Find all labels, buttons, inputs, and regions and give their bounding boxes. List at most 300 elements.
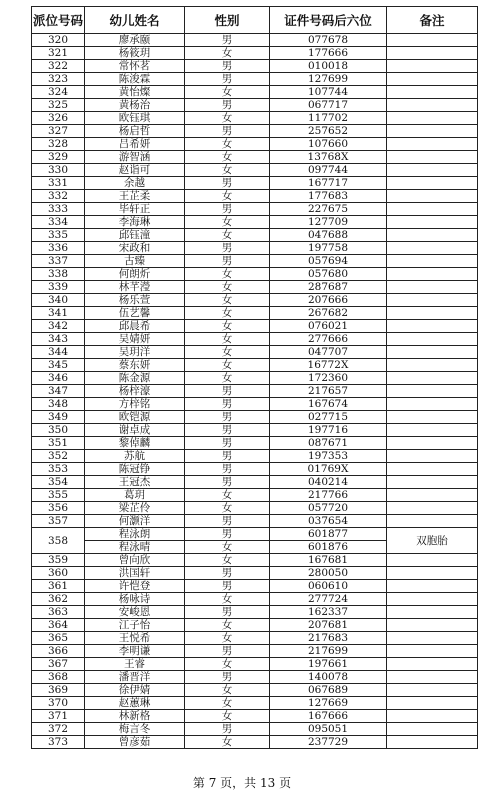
cell-gender: 女 [185,229,270,242]
table-row [32,515,478,528]
cell-child-name: 王悦希 [85,632,185,645]
cell-remarks [387,333,478,346]
cell-child-name: 程泳朗 [85,528,185,541]
cell-remarks [387,203,478,216]
cell-child-name: 方梓铭 [85,398,185,411]
cell-gender: 女 [185,346,270,359]
cell-gender: 男 [185,580,270,593]
cell-lottery-number: 343 [32,333,85,346]
cell-id-last-six: 287687 [270,281,387,294]
cell-id-last-six: 13768X [270,151,387,164]
cell-id-last-six: 01769X [270,463,387,476]
cell-lottery-number: 329 [32,151,85,164]
cell-lottery-number: 356 [32,502,85,515]
cell-id-last-six: 207666 [270,294,387,307]
cell-gender: 女 [185,697,270,710]
cell-id-last-six: 277666 [270,333,387,346]
cell-child-name: 程泳晴 [85,541,185,554]
cell-lottery-number: 358 [32,528,85,554]
cell-remarks [387,632,478,645]
cell-id-last-six: 257652 [270,125,387,138]
table-row [32,554,478,567]
cell-gender: 女 [185,151,270,164]
roster-table [31,6,478,749]
cell-remarks [387,216,478,229]
cell-gender: 女 [185,372,270,385]
cell-lottery-number: 339 [32,281,85,294]
cell-remarks [387,619,478,632]
cell-id-last-six: 107744 [270,86,387,99]
cell-remarks [387,372,478,385]
cell-id-last-six: 177683 [270,190,387,203]
cell-child-name: 洪国轩 [85,567,185,580]
cell-id-last-six: 217657 [270,385,387,398]
table-row [32,34,478,47]
cell-gender: 女 [185,333,270,346]
cell-lottery-number: 342 [32,320,85,333]
cell-child-name: 古臻 [85,255,185,268]
table-row [32,398,478,411]
table-row [32,424,478,437]
cell-child-name: 余越 [85,177,185,190]
cell-lottery-number: 344 [32,346,85,359]
cell-gender: 男 [185,606,270,619]
cell-id-last-six: 037654 [270,515,387,528]
cell-id-last-six: 217683 [270,632,387,645]
cell-remarks [387,34,478,47]
cell-id-last-six: 140078 [270,671,387,684]
table-row [32,437,478,450]
cell-id-last-six: 197716 [270,424,387,437]
cell-remarks [387,268,478,281]
cell-lottery-number: 373 [32,736,85,749]
table-row [32,359,478,372]
cell-remarks [387,476,478,489]
table-row [32,372,478,385]
table-row [32,216,478,229]
cell-lottery-number: 363 [32,606,85,619]
table-row [32,645,478,658]
cell-lottery-number: 371 [32,710,85,723]
cell-id-last-six: 060610 [270,580,387,593]
cell-id-last-six: 277724 [270,593,387,606]
cell-remarks [387,710,478,723]
cell-child-name: 王睿 [85,658,185,671]
table-row [32,86,478,99]
cell-id-last-six: 217699 [270,645,387,658]
cell-id-last-six: 601877 [270,528,387,541]
cell-id-last-six: 027715 [270,411,387,424]
cell-child-name: 陈浚霖 [85,73,185,86]
cell-gender: 男 [185,567,270,580]
cell-remarks [387,593,478,606]
cell-child-name: 常怀茗 [85,60,185,73]
cell-child-name: 曾彦茹 [85,736,185,749]
cell-child-name: 邱钰潼 [85,229,185,242]
cell-remarks [387,489,478,502]
cell-gender: 女 [185,268,270,281]
cell-id-last-six: 197353 [270,450,387,463]
table-row [32,528,478,541]
cell-gender: 女 [185,619,270,632]
cell-gender: 女 [185,359,270,372]
cell-child-name: 安峻恩 [85,606,185,619]
cell-gender: 男 [185,34,270,47]
cell-remarks [387,502,478,515]
cell-remarks [387,359,478,372]
cell-id-last-six: 047707 [270,346,387,359]
cell-gender: 男 [185,255,270,268]
cell-id-last-six: 127669 [270,697,387,710]
cell-id-last-six: 207681 [270,619,387,632]
cell-lottery-number: 345 [32,359,85,372]
cell-remarks [387,437,478,450]
cell-lottery-number: 338 [32,268,85,281]
cell-remarks [387,554,478,567]
cell-remarks [387,255,478,268]
cell-lottery-number: 368 [32,671,85,684]
table-row [32,190,478,203]
cell-id-last-six: 167666 [270,710,387,723]
cell-lottery-number: 359 [32,554,85,567]
cell-remarks [387,307,478,320]
table-row [32,606,478,619]
table-row [32,580,478,593]
table-row [32,125,478,138]
header-lottery-number: 派位号码 [32,7,85,34]
cell-lottery-number: 364 [32,619,85,632]
table-row [32,671,478,684]
table-row [32,567,478,580]
cell-gender: 男 [185,476,270,489]
table-row [32,632,478,645]
cell-gender: 女 [185,684,270,697]
cell-child-name: 林芊瀅 [85,281,185,294]
cell-remarks [387,346,478,359]
cell-lottery-number: 355 [32,489,85,502]
cell-id-last-six: 057720 [270,502,387,515]
cell-id-last-six: 172360 [270,372,387,385]
cell-child-name: 邱晨希 [85,320,185,333]
cell-gender: 男 [185,645,270,658]
cell-child-name: 徐伊婧 [85,684,185,697]
cell-id-last-six: 127699 [270,73,387,86]
cell-id-last-six: 16772X [270,359,387,372]
cell-child-name: 杨乐萱 [85,294,185,307]
table-row [32,658,478,671]
cell-id-last-six: 067717 [270,99,387,112]
cell-gender: 男 [185,463,270,476]
cell-id-last-six: 087671 [270,437,387,450]
cell-lottery-number: 350 [32,424,85,437]
table-row [32,164,478,177]
cell-remarks [387,398,478,411]
cell-gender: 男 [185,242,270,255]
cell-remarks: 双胞胎 [387,528,478,554]
cell-lottery-number: 360 [32,567,85,580]
cell-id-last-six: 167674 [270,398,387,411]
cell-lottery-number: 330 [32,164,85,177]
cell-id-last-six: 162337 [270,606,387,619]
cell-child-name: 吴婧妍 [85,333,185,346]
cell-child-name: 潘晋洋 [85,671,185,684]
cell-id-last-six: 127709 [270,216,387,229]
cell-id-last-six: 167681 [270,554,387,567]
header-id-last-six: 证件号码后六位 [270,7,387,34]
table-row [32,710,478,723]
table-row [32,411,478,424]
cell-child-name: 江子怡 [85,619,185,632]
cell-id-last-six: 040214 [270,476,387,489]
cell-gender: 男 [185,671,270,684]
cell-remarks [387,580,478,593]
cell-gender: 男 [185,99,270,112]
table-row [32,99,478,112]
cell-gender: 男 [185,60,270,73]
cell-remarks [387,151,478,164]
cell-lottery-number: 321 [32,47,85,60]
cell-lottery-number: 361 [32,580,85,593]
cell-id-last-six: 067689 [270,684,387,697]
table-row [32,151,478,164]
cell-lottery-number: 327 [32,125,85,138]
cell-gender: 男 [185,450,270,463]
cell-child-name: 宋政和 [85,242,185,255]
cell-remarks [387,125,478,138]
cell-remarks [387,684,478,697]
table-row [32,385,478,398]
cell-gender: 女 [185,489,270,502]
cell-child-name: 赵蕙琳 [85,697,185,710]
cell-remarks [387,242,478,255]
cell-lottery-number: 372 [32,723,85,736]
table-header-row [32,7,478,34]
table-row [32,242,478,255]
cell-lottery-number: 323 [32,73,85,86]
cell-child-name: 曾向欣 [85,554,185,567]
cell-gender: 男 [185,203,270,216]
cell-lottery-number: 348 [32,398,85,411]
cell-id-last-six: 107660 [270,138,387,151]
cell-gender: 女 [185,216,270,229]
cell-gender: 女 [185,554,270,567]
cell-lottery-number: 337 [32,255,85,268]
table-row [32,593,478,606]
cell-child-name: 谢卓成 [85,424,185,437]
cell-remarks [387,450,478,463]
cell-gender: 男 [185,125,270,138]
cell-lottery-number: 357 [32,515,85,528]
table-row [32,268,478,281]
cell-remarks [387,411,478,424]
cell-lottery-number: 367 [32,658,85,671]
cell-gender: 男 [185,437,270,450]
cell-remarks [387,723,478,736]
cell-child-name: 吕希妍 [85,138,185,151]
table-row [32,346,478,359]
cell-lottery-number: 326 [32,112,85,125]
cell-remarks [387,47,478,60]
cell-id-last-six: 267682 [270,307,387,320]
cell-gender: 男 [185,398,270,411]
cell-gender: 女 [185,281,270,294]
cell-id-last-six: 057680 [270,268,387,281]
cell-gender: 女 [185,294,270,307]
cell-gender: 女 [185,710,270,723]
cell-lottery-number: 366 [32,645,85,658]
cell-id-last-six: 076021 [270,320,387,333]
cell-child-name: 林新格 [85,710,185,723]
header-remarks: 备注 [387,7,478,34]
cell-remarks [387,60,478,73]
cell-lottery-number: 369 [32,684,85,697]
cell-lottery-number: 325 [32,99,85,112]
cell-id-last-six: 167717 [270,177,387,190]
cell-remarks [387,320,478,333]
table-row [32,502,478,515]
cell-id-last-six: 227675 [270,203,387,216]
cell-gender: 女 [185,112,270,125]
cell-lottery-number: 331 [32,177,85,190]
cell-child-name: 陈金源 [85,372,185,385]
cell-lottery-number: 362 [32,593,85,606]
cell-child-name: 伍艺馨 [85,307,185,320]
cell-remarks [387,671,478,684]
cell-child-name: 梁芷伶 [85,502,185,515]
cell-lottery-number: 347 [32,385,85,398]
cell-child-name: 游智涵 [85,151,185,164]
table-row [32,138,478,151]
cell-gender: 男 [185,528,270,541]
table-row [32,489,478,502]
cell-remarks [387,697,478,710]
cell-child-name: 黄怡燦 [85,86,185,99]
cell-lottery-number: 341 [32,307,85,320]
cell-remarks [387,606,478,619]
cell-gender: 女 [185,164,270,177]
cell-child-name: 葛玥 [85,489,185,502]
roster-sheet [31,6,477,749]
cell-remarks [387,73,478,86]
cell-remarks [387,736,478,749]
cell-id-last-six: 047688 [270,229,387,242]
cell-child-name: 毕轩正 [85,203,185,216]
cell-id-last-six: 197758 [270,242,387,255]
cell-gender: 女 [185,307,270,320]
cell-lottery-number: 352 [32,450,85,463]
cell-child-name: 吴玥洋 [85,346,185,359]
cell-lottery-number: 370 [32,697,85,710]
cell-remarks [387,177,478,190]
cell-remarks [387,229,478,242]
cell-child-name: 梅言冬 [85,723,185,736]
cell-child-name: 欧铠源 [85,411,185,424]
cell-gender: 男 [185,723,270,736]
table-row [32,281,478,294]
cell-lottery-number: 351 [32,437,85,450]
table-row [32,333,478,346]
table-body [32,34,478,749]
cell-lottery-number: 365 [32,632,85,645]
cell-remarks [387,112,478,125]
cell-lottery-number: 334 [32,216,85,229]
cell-lottery-number: 354 [32,476,85,489]
cell-remarks [387,424,478,437]
cell-remarks [387,138,478,151]
cell-lottery-number: 324 [32,86,85,99]
table-row [32,723,478,736]
cell-gender: 女 [185,47,270,60]
cell-id-last-six: 095051 [270,723,387,736]
cell-lottery-number: 322 [32,60,85,73]
cell-id-last-six: 197661 [270,658,387,671]
cell-id-last-six: 077678 [270,34,387,47]
table-row [32,229,478,242]
cell-remarks [387,463,478,476]
cell-lottery-number: 349 [32,411,85,424]
cell-child-name: 廖承颐 [85,34,185,47]
cell-child-name: 赵诣可 [85,164,185,177]
header-child-name: 幼儿姓名 [85,7,185,34]
table-row [32,320,478,333]
cell-child-name: 杨咏诗 [85,593,185,606]
cell-gender: 女 [185,736,270,749]
cell-child-name: 李海琳 [85,216,185,229]
cell-lottery-number: 336 [32,242,85,255]
cell-remarks [387,190,478,203]
cell-gender: 男 [185,177,270,190]
cell-id-last-six: 280050 [270,567,387,580]
cell-child-name: 黎倬麟 [85,437,185,450]
cell-child-name: 王冠杰 [85,476,185,489]
cell-id-last-six: 010018 [270,60,387,73]
cell-lottery-number: 320 [32,34,85,47]
cell-gender: 男 [185,73,270,86]
table-row [32,255,478,268]
table-row [32,307,478,320]
cell-id-last-six: 237729 [270,736,387,749]
cell-gender: 女 [185,541,270,554]
cell-id-last-six: 097744 [270,164,387,177]
cell-gender: 女 [185,658,270,671]
table-row [32,463,478,476]
cell-lottery-number: 340 [32,294,85,307]
cell-id-last-six: 217766 [270,489,387,502]
cell-lottery-number: 328 [32,138,85,151]
cell-gender: 女 [185,320,270,333]
cell-child-name: 杨梓濠 [85,385,185,398]
cell-child-name: 杨筱玥 [85,47,185,60]
table-row [32,47,478,60]
cell-remarks [387,164,478,177]
cell-id-last-six: 177666 [270,47,387,60]
cell-gender: 女 [185,502,270,515]
cell-id-last-six: 057694 [270,255,387,268]
table-row [32,476,478,489]
cell-child-name: 黄杨治 [85,99,185,112]
table-row [32,450,478,463]
cell-child-name: 欧钰琪 [85,112,185,125]
cell-child-name: 苏航 [85,450,185,463]
table-row [32,684,478,697]
header-gender: 性别 [185,7,270,34]
cell-remarks [387,86,478,99]
table-row [32,73,478,86]
cell-id-last-six: 117702 [270,112,387,125]
cell-gender: 男 [185,411,270,424]
cell-child-name: 许恺登 [85,580,185,593]
page-footer: 第 7 页，共 13 页 [192,776,292,790]
